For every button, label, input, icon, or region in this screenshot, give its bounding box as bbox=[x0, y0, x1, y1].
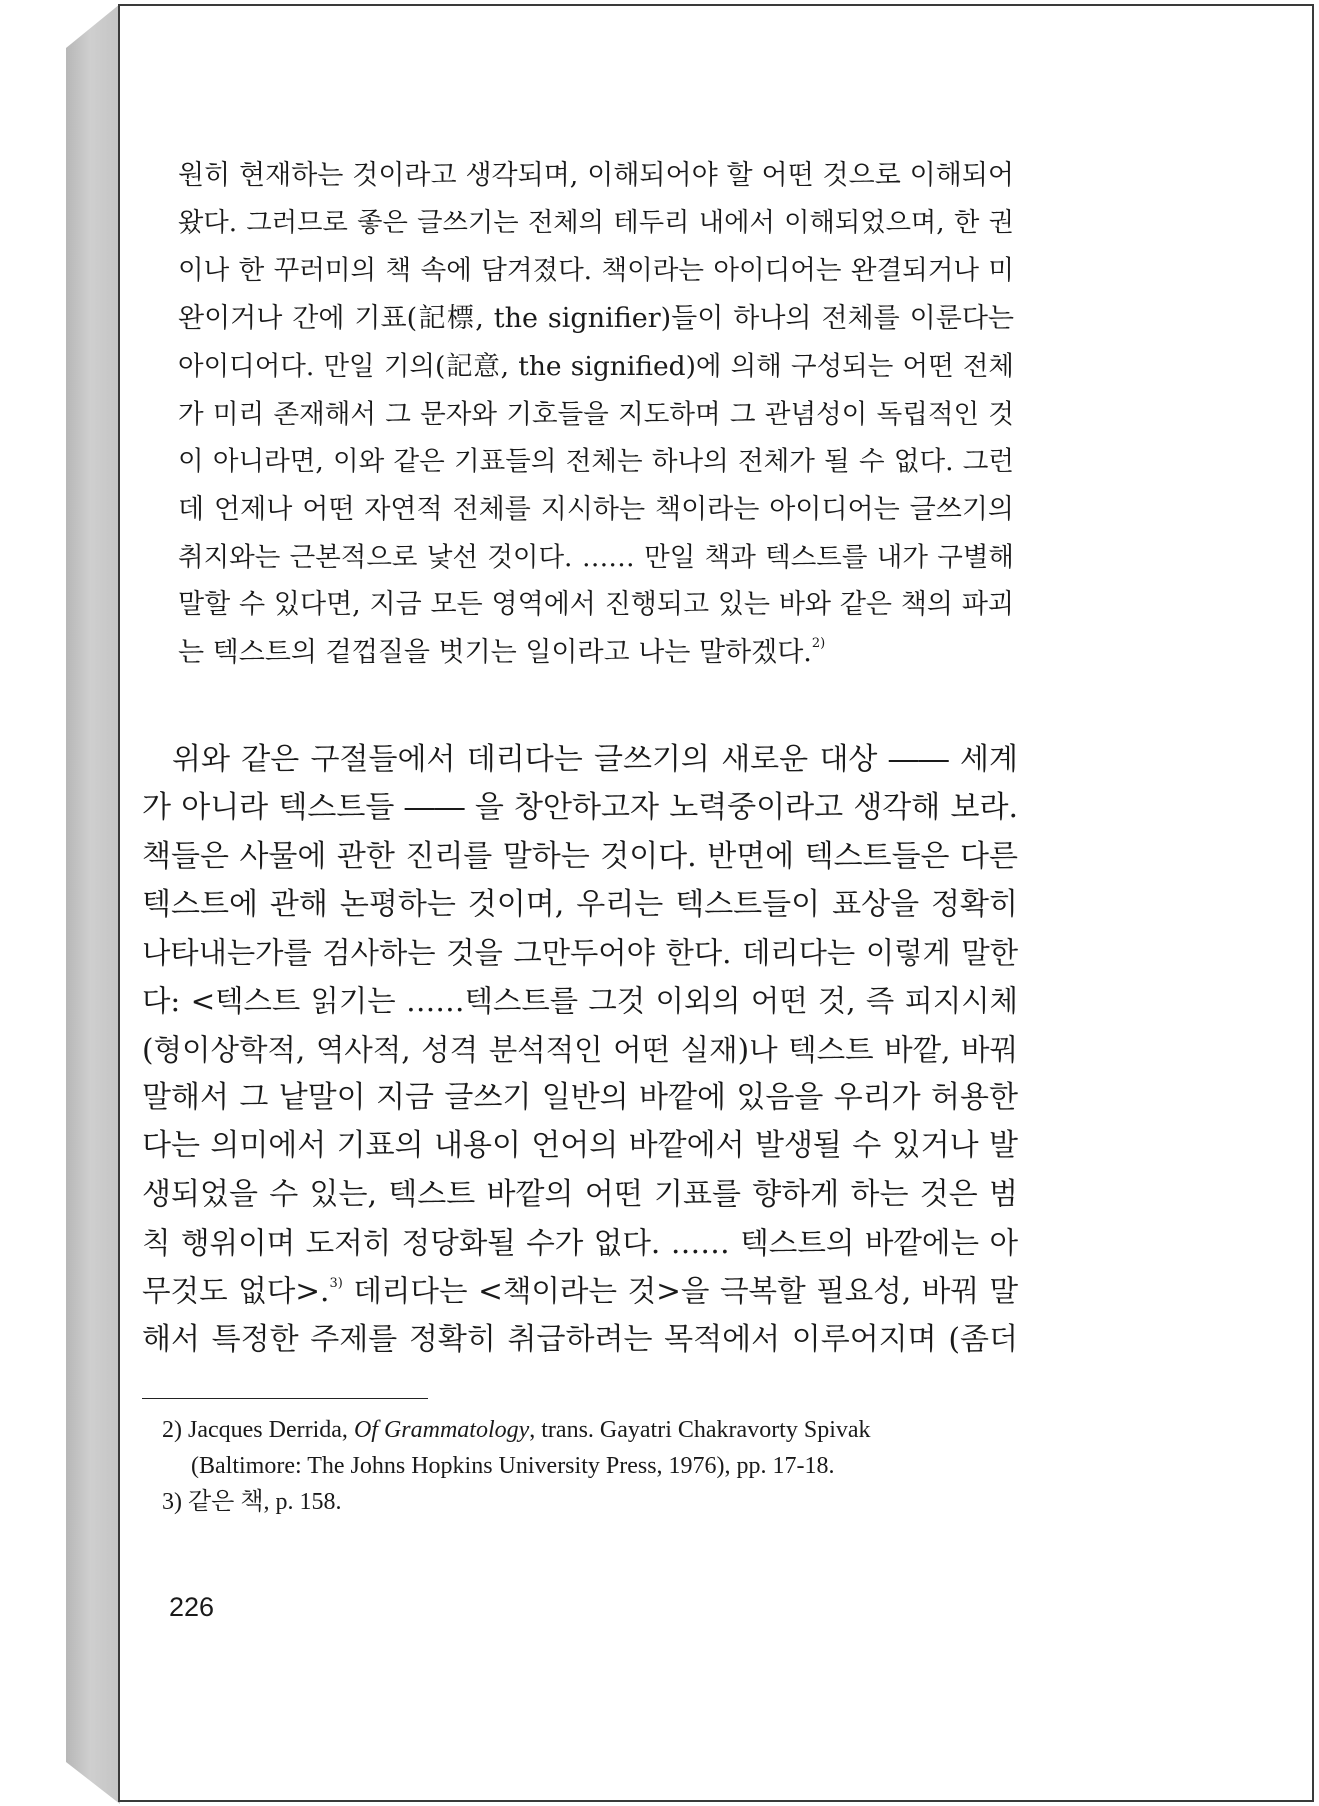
footnotes bbox=[162, 1412, 1022, 1520]
quote-line: 이나 한 꾸러미의 책 속에 담겨졌다. 책이라는 아이디어는 완결되거나 미 bbox=[178, 255, 1014, 287]
body-line: 다: <텍스트 읽기는 ……텍스트를 그것 이외의 어떤 것, 즉 피지시체 bbox=[142, 984, 1018, 1019]
footnote-text: , trans. Gayatri Chakravorty Spivak bbox=[529, 1417, 871, 1443]
footnote-mark: 3) bbox=[329, 1276, 343, 1292]
body-line: 텍스트에 관해 논평하는 것이며, 우리는 텍스트들이 표상을 정확히 bbox=[142, 886, 1018, 922]
body-line: 다는 의미에서 기표의 내용이 언어의 바깥에서 발생될 수 있거나 발 bbox=[142, 1128, 1018, 1164]
quote-line: 아이디어다. 만일 기의(記意, the signified)에 의해 구성되는 어떤 전체 bbox=[178, 350, 1014, 382]
footnote-2 bbox=[162, 1412, 1022, 1448]
quote-line: 말할 수 있다면, 지금 모든 영역에서 진행되고 있는 바와 같은 책의 파괴 bbox=[178, 589, 1014, 621]
quote-line: 왔다. 그러므로 좋은 글쓰기는 전체의 테두리 내에서 이해되었으며, 한 권 bbox=[178, 207, 1014, 238]
body-line bbox=[142, 1267, 1018, 1315]
body-line: 위와 같은 구절들에서 데리다는 글쓰기의 새로운 대상 ―― 세계 bbox=[172, 742, 1018, 777]
footnote-number: 2) bbox=[162, 1417, 182, 1443]
book-title: Of Grammatology bbox=[353, 1417, 530, 1443]
body-line: 나타내는가를 검사하는 것을 그만두어야 한다. 데리다는 이렇게 말한 bbox=[142, 936, 1018, 971]
body-paragraph bbox=[142, 736, 1018, 1364]
book-spine bbox=[66, 4, 120, 1804]
quote-line: 가 미리 존재해서 그 문자와 기호들을 지도하며 그 관념성이 독립적인 것 bbox=[178, 398, 1014, 430]
quote-line bbox=[178, 629, 1014, 677]
quote-line: 원히 현재하는 것이라고 생각되며, 이해되어야 할 어떤 것으로 이해되어 bbox=[178, 160, 1014, 191]
quote-line: 데 언제나 어떤 자연적 전체를 지시하는 책이라는 아이디어는 글쓰기의 bbox=[178, 493, 1014, 525]
body-line: 말해서 그 낱말이 지금 글쓰기 일반의 바깥에 있음을 우리가 허용한 bbox=[142, 1080, 1018, 1116]
body-line: 칙 행위이며 도저히 정당화될 수가 없다. …… 텍스트의 바깥에는 아 bbox=[142, 1225, 1018, 1260]
body-line-text: 데리다는 <책이라는 것>을 극복할 필요성, 바꿔 말 bbox=[342, 1274, 1018, 1309]
body-line: 책들은 사물에 관한 진리를 말하는 것이다. 반면에 텍스트들은 다른 bbox=[142, 838, 1018, 874]
page-number: 226 bbox=[169, 1592, 215, 1622]
quote-line: 취지와는 근본적으로 낯선 것이다. …… 만일 책과 텍스트를 내가 구별해 bbox=[178, 541, 1014, 573]
footnote-mark: 2) bbox=[811, 636, 826, 652]
body-line-text: 무것도 없다>. bbox=[142, 1274, 330, 1309]
footnote-divider bbox=[142, 1398, 428, 1399]
block-quote bbox=[178, 152, 1014, 677]
quote-line-text: 는 텍스트의 겉껍질을 벗기는 일이라고 나는 말하겠다. bbox=[178, 637, 812, 669]
footnote-3: 3) 같은 책, p. 158. bbox=[162, 1489, 342, 1515]
footnote-text: Jacques Derrida, bbox=[182, 1417, 354, 1443]
body-line: (형이상학적, 역사적, 성격 분석적인 어떤 실재)나 텍스트 바깥, 바꿔 bbox=[142, 1032, 1018, 1067]
body-line: 가 아니라 텍스트들 ―― 을 창안하고자 노력중이라고 생각해 보라. bbox=[142, 790, 1018, 826]
body-line: 해서 특정한 주제를 정확히 취급하려는 목적에서 이루어지며 (좀더 bbox=[142, 1321, 1018, 1357]
quote-line: 이 아니라면, 이와 같은 기표들의 전체는 하나의 전체가 될 수 없다. 그런 bbox=[178, 446, 1014, 478]
quote-line: 완이거나 간에 기표(記標, the signifier)들이 하나의 전체를 이룬다는 bbox=[178, 303, 1014, 335]
body-line: 생되었을 수 있는, 텍스트 바깥의 어떤 기표를 향하게 하는 것은 범 bbox=[142, 1176, 1018, 1212]
footnote-2-continued: (Baltimore: The Johns Hopkins University Press, 1976), pp. 17-18. bbox=[191, 1453, 835, 1479]
